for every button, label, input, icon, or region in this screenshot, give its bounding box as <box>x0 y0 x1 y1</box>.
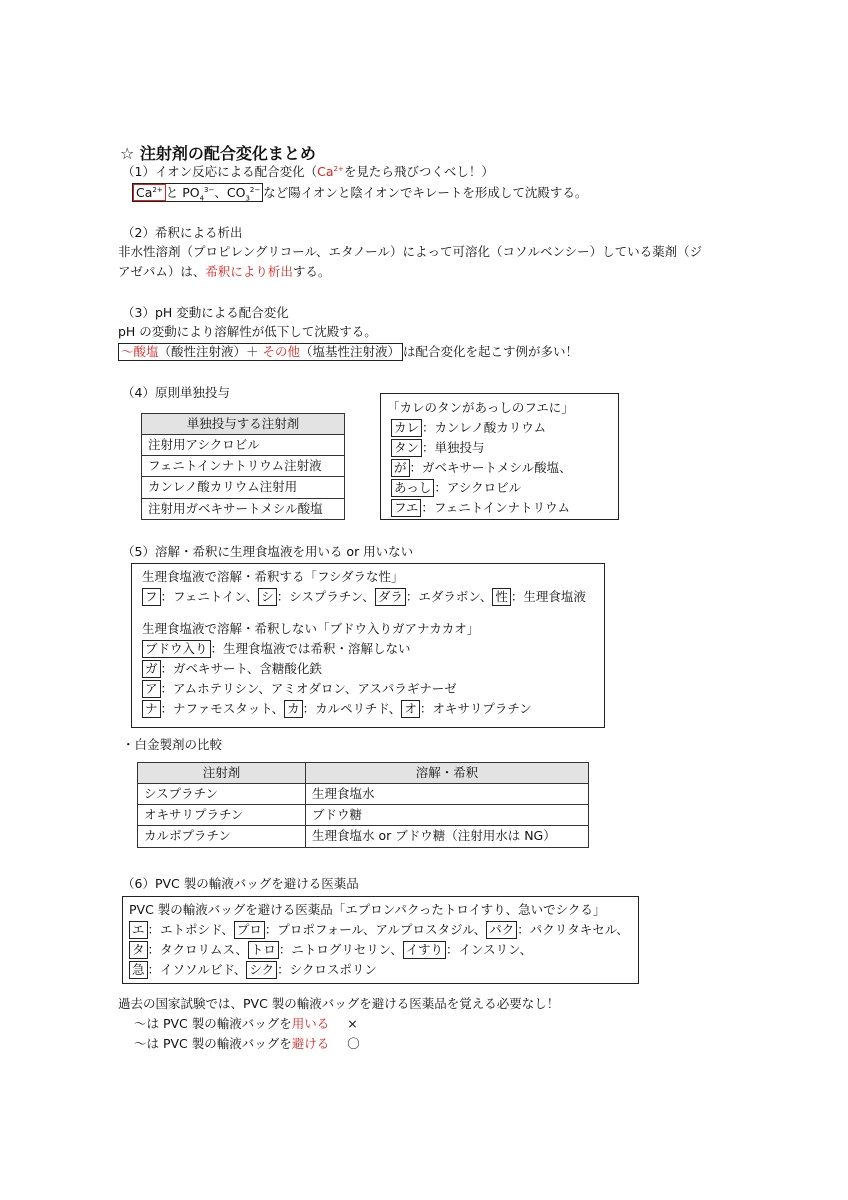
pvc-panel-title: PVC 製の輸液バッグを避ける医薬品「エプロンパクったトロイすり、急いでシクる」 <box>129 902 606 917</box>
p2-line: ア ：アムホテリシン、アミオダロン、アスパラギナーゼ <box>142 680 457 698</box>
s4-heading: （4）原則単独投与 <box>122 385 230 400</box>
table-row: 注射用ガベキサートメシル酸塩 <box>142 498 345 519</box>
pvc-note-use: 〜は PVC 製の輸液バッグを用いる × <box>134 1016 358 1031</box>
s5-heading: （5）溶解・希釈に生理食塩液を用いる or 用いない <box>122 544 414 559</box>
p1-title: 生理食塩液で溶解・希釈する「フシダラな性」 <box>142 569 404 584</box>
s6-heading: （6）PVC 製の輸液バッグを避ける医薬品 <box>122 876 359 891</box>
pvc-line: タ ：タクロリムス、 トロ ：ニトログリセリン、 イすり ：インスリン、 <box>129 941 532 959</box>
platinum-table <box>137 762 589 848</box>
mnemonic-item: が ：ガベキサートメシル酸塩、 <box>391 459 572 477</box>
pvc-note-avoid: 〜は PVC 製の輸液バッグを避ける 〇 <box>134 1036 360 1051</box>
s2-line1: 非水性溶剤（プロピレングリコール、エタノール）によって可溶化（コソルベンシー）している薬剤（ジ <box>118 244 703 259</box>
table-row: 注射用アシクロビル <box>142 435 345 456</box>
mnemonic-panel-s4 <box>380 393 619 520</box>
table-row: カンレノ酸カリウム注射用 <box>142 477 345 498</box>
p1-line: フ ：フェニトイン、 シ ：シスプラチン、 ダラ ：エダラボン、 性 ：生理食塩液 <box>142 588 586 606</box>
single-admin-table <box>141 413 345 520</box>
p2-title: 生理食塩液で溶解・希釈しない「ブドウ入りガアナカカオ」 <box>142 621 480 636</box>
mnemonic-item: あっし ：アシクロビル <box>391 479 521 497</box>
mnemonic-item: タン ：単独投与 <box>391 439 485 457</box>
pvc-line: エ ：エトポシド、 プロ ：プロポフォール、アルプロスタジル、 パク ：パクリタキセル、 <box>129 921 629 939</box>
ca-box: $Ca^{2+}$ <box>133 184 166 201</box>
pvc-line: 急 ：イソソルビド、 シク ：シクロスポリン <box>129 961 377 979</box>
p2-line: ブドウ入り ：生理食塩液では希釈・溶解しない <box>142 640 411 658</box>
table-row: フェニトインナトリウム注射液 <box>142 456 345 477</box>
mnemonic-item: フエ ：フェニトインナトリウム <box>391 499 570 517</box>
p2-line: ガ ：ガベキサート、含糖酸化鉄 <box>142 660 322 678</box>
platinum-heading: ・白金製剤の比較 <box>122 737 223 752</box>
table-row: オキサリプラチン ブドウ糖 <box>138 805 589 826</box>
s1-line: $Ca^{2+}$ と $PO_4^{3-}$、$CO_3^{2-}$ など陽イオンと陰イオンでキレートを形成して沈殿する。 <box>132 183 587 202</box>
s1-heading: （1）イオン反応による配合変化（$Ca^{2+}$を見たら飛びつくべし！） <box>122 164 494 179</box>
saline-panel <box>131 563 605 728</box>
s2-heading: （2）希釈による析出 <box>122 225 243 240</box>
col-drug-header: 注射剤 <box>138 763 306 784</box>
table-row: カルボプラチン 生理食塩水 or ブドウ糖（注射用水は NG） <box>138 826 589 847</box>
ca-anion-box: $Ca^{2+}$ と $PO_4^{3-}$、$CO_3^{2-}$ <box>132 183 263 202</box>
page-title: ☆ 注射剤の配合変化まとめ <box>120 144 316 163</box>
p2-line: ナ ：ナファモスタット、 カ ：カルペリチド、 オ ：オキサリプラチン <box>142 700 532 718</box>
table-header: 単独投与する注射剤 <box>142 414 345 435</box>
s3-heading: （3）pH 変動による配合変化 <box>122 305 289 320</box>
table-row: シスプラチン 生理食塩水 <box>138 784 589 805</box>
acid-base-box: 〜酸塩（酸性注射液）＋ その他（塩基性注射液） <box>118 343 403 361</box>
col-solvent-header: 溶解・希釈 <box>306 763 589 784</box>
mnemonic-item: カレ ：カンレノ酸カリウム <box>391 419 546 437</box>
pvc-note: 過去の国家試験では、PVC 製の輸液バッグを避ける医薬品を覚える必要なし！ <box>118 996 560 1011</box>
mnemonic-title: 「カレのタンがあっしのフエに」 <box>387 400 574 415</box>
s3-line1: pH の変動により溶解性が低下して沈殿する。 <box>118 324 377 339</box>
pvc-panel <box>122 896 639 984</box>
s2-line2: アゼパム）は、希釈により析出する。 <box>118 264 331 279</box>
s3-line2: 〜酸塩（酸性注射液）＋ その他（塩基性注射液） は配合変化を起こす例が多い！ <box>118 343 578 361</box>
